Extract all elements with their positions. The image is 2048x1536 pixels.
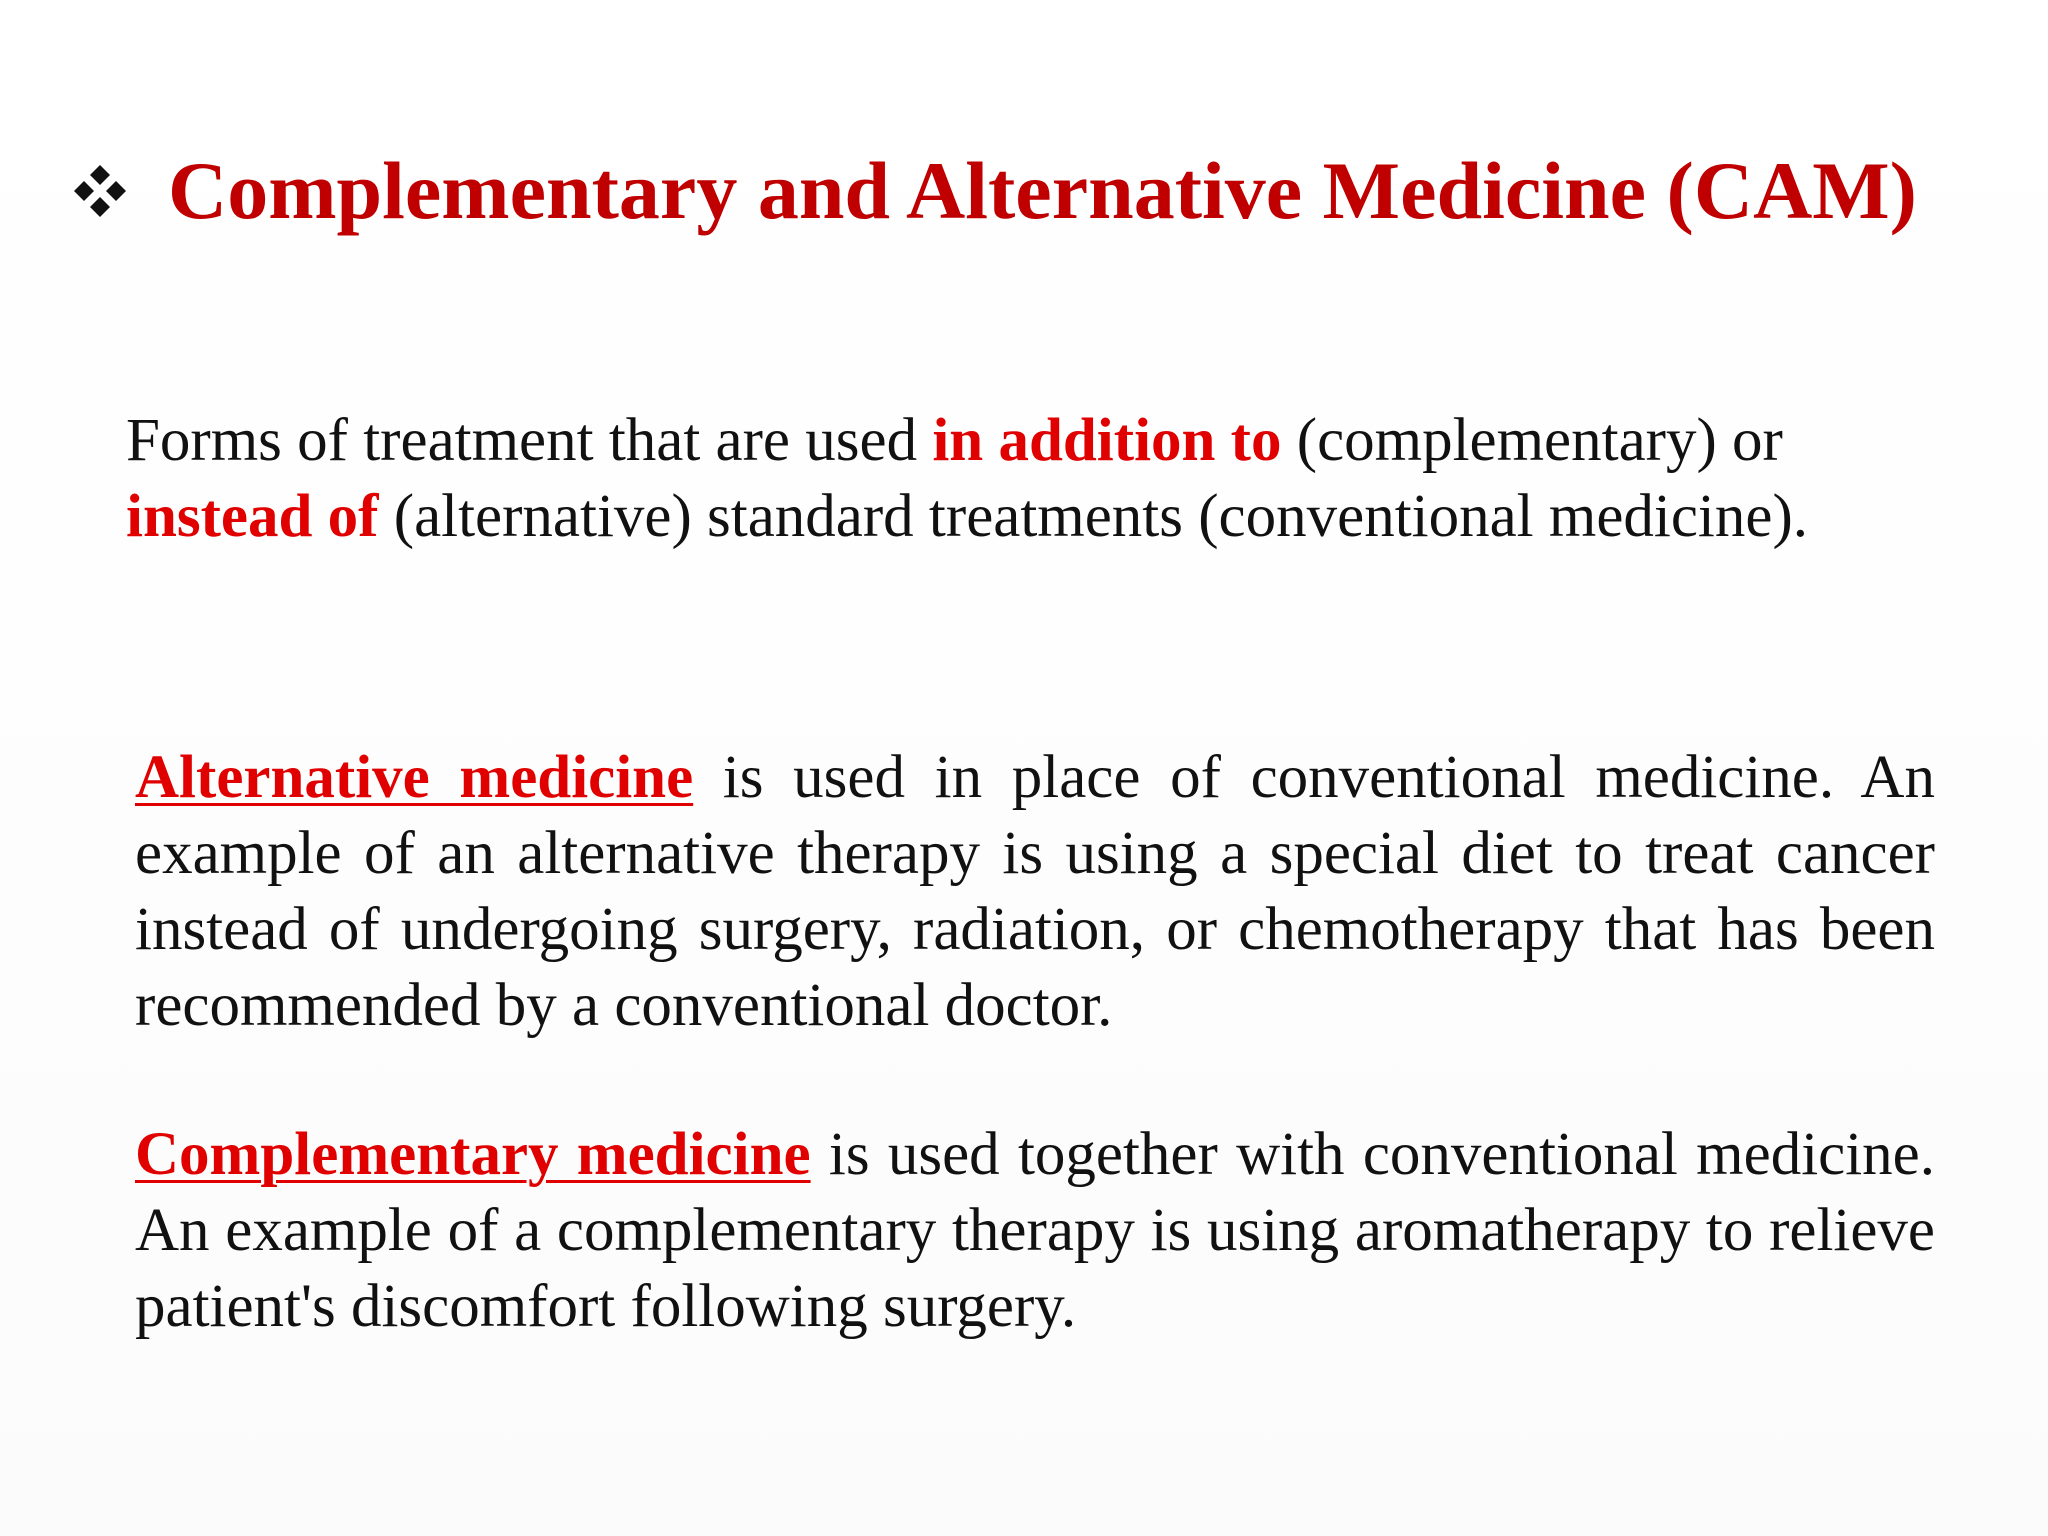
intro-paragraph [126, 403, 1946, 555]
complementary-medicine-text: is used together with conventional medicine. An example of a complementary therapy is using aromatherapy to relieve patient's discomfort following surgery. [135, 1121, 1935, 1340]
complementary-medicine-paragraph [135, 1117, 1935, 1345]
intro-text: (complementary) or [1281, 407, 1783, 474]
alternative-medicine-text: is used in place of conventional medicine. An example of an alternative therapy is using a special diet to treat cancer instead of undergoing surgery, radiation, or chemotherapy that has been recommended by a conventional doctor. [135, 744, 1935, 1039]
intro-highlight-instead-of: instead of [126, 483, 379, 550]
slide-title: Complementary and Alternative Medicine (CAM) [168, 145, 1917, 236]
title-row [72, 145, 1917, 236]
intro-text: (alternative) standard treatments (conventional medicine). [378, 483, 1809, 550]
four-diamond-bullet-icon [72, 163, 128, 219]
complementary-medicine-term: Complementary medicine [135, 1121, 811, 1188]
intro-text: Forms of treatment that are used [126, 407, 933, 474]
alternative-medicine-paragraph [135, 740, 1935, 1044]
intro-highlight-in-addition-to: in addition to [932, 407, 1282, 474]
alternative-medicine-term: Alternative medicine [135, 744, 694, 811]
